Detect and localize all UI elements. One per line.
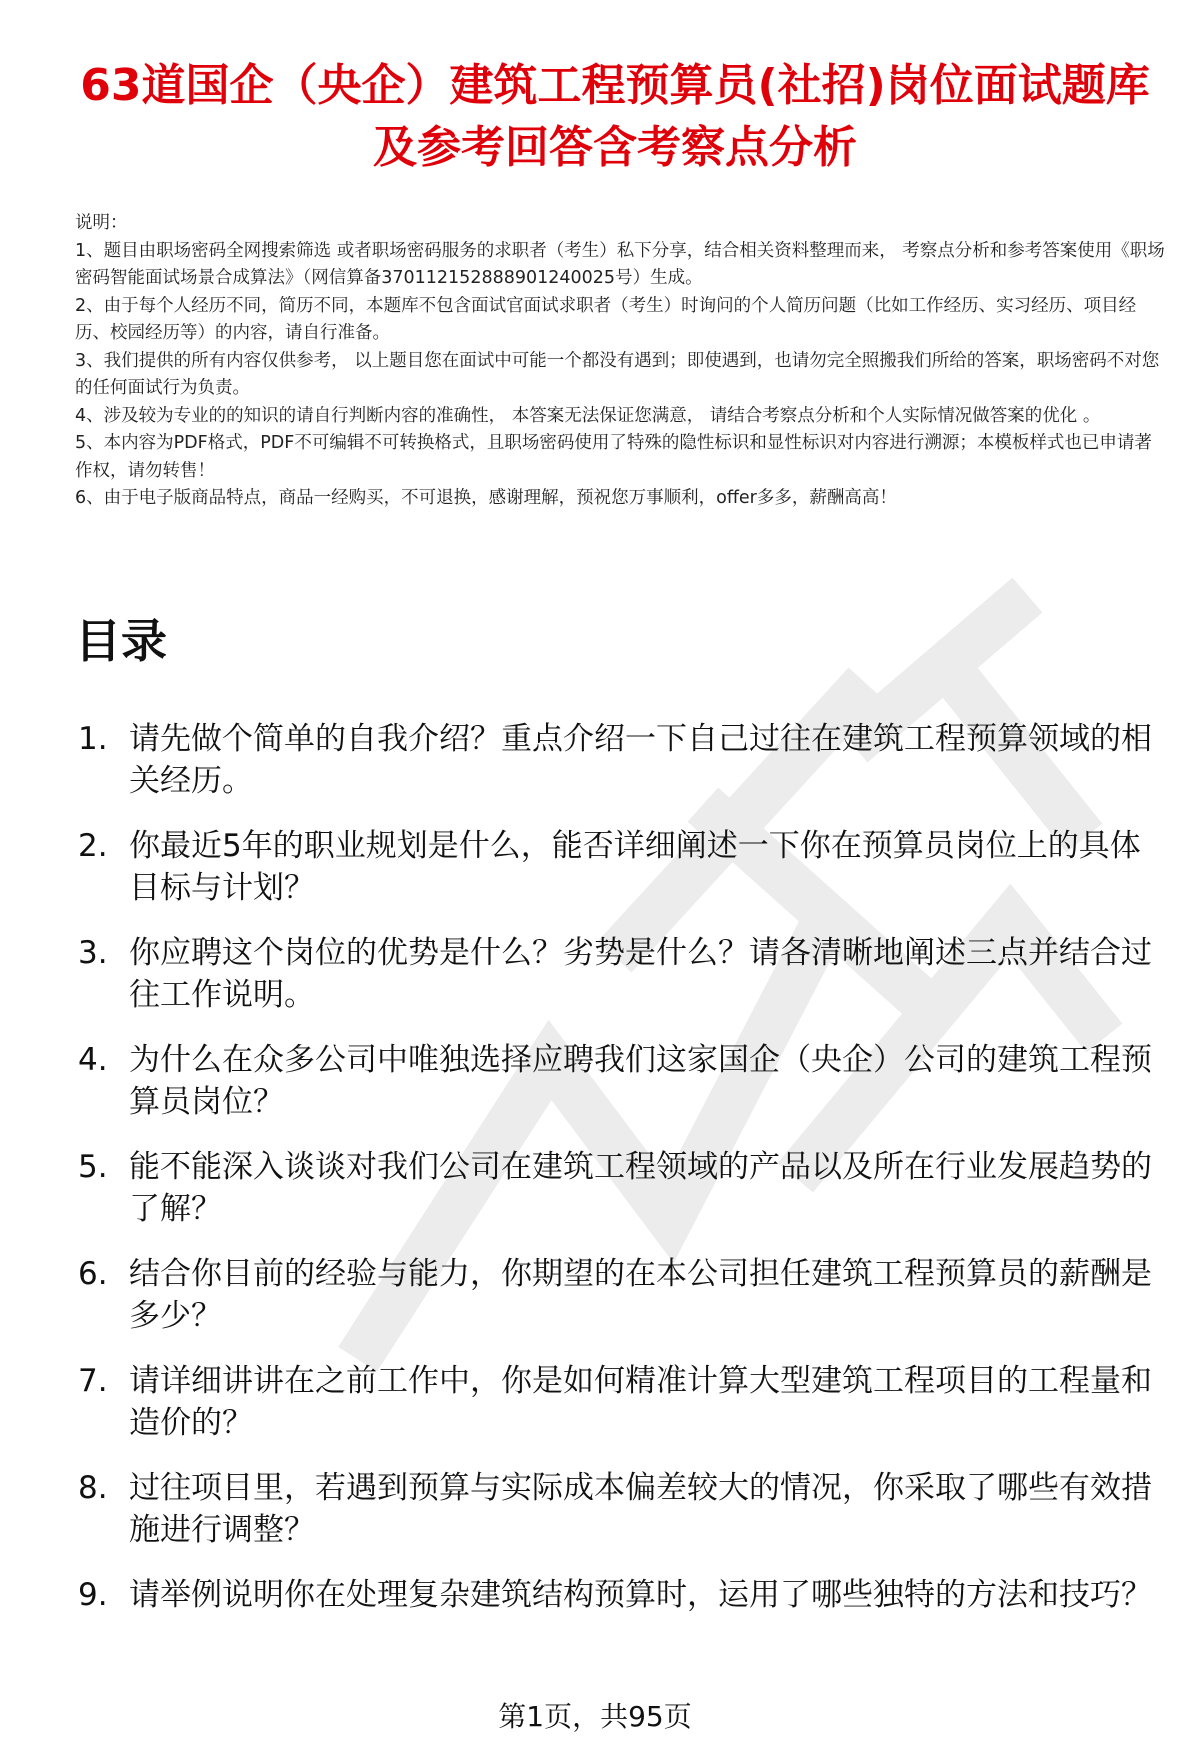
toc-item-text: 结合你目前的经验与能力，你期望的在本公司担任建筑工程预算员的薪酬是多少？ bbox=[129, 1256, 1152, 1334]
toc-item-text: 你应聘这个岗位的优势是什么？劣势是什么？请各清晰地阐述三点并结合过往工作说明。 bbox=[129, 935, 1152, 1013]
table-of-contents bbox=[75, 718, 1170, 1639]
note-item: 4、涉及较为专业的的知识的请自行判断内容的准确性， 本答案无法保证您满意， 请结合考察点分析和个人实际情况做答案的优化 。 bbox=[75, 405, 1101, 426]
toc-item[interactable] bbox=[75, 1039, 1170, 1123]
toc-item-number: 6. bbox=[78, 1256, 108, 1292]
notes-heading: 说明： bbox=[75, 213, 128, 233]
toc-item-number: 3. bbox=[78, 935, 108, 971]
toc-item[interactable] bbox=[75, 932, 1170, 1016]
note-item: 6、由于电子版商品特点，商品一经购买，不可退换，感谢理解，预祝您万事顺利，offer多多，薪酬高高！ bbox=[75, 488, 897, 508]
toc-item[interactable] bbox=[75, 718, 1170, 802]
toc-item-text: 你最近5年的职业规划是什么，能否详细阐述一下你在预算员岗位上的具体目标与计划？ bbox=[129, 828, 1141, 906]
document-title: 63道国企（央企）建筑工程预算员(社招)岗位面试题库及参考回答含考察点分析 bbox=[80, 60, 1150, 173]
note-item: 2、由于每个人经历不同，简历不同，本题库不包含面试官面试求职者（考生）时询问的个人简历问题（比如工作经历、实习经历、项目经历、校园经历等）的内容，请自行准备。 bbox=[75, 295, 1137, 343]
note-item: 3、我们提供的所有内容仅供参考， 以上题目您在面试中可能一个都没有遇到；即使遇到，也请勿完全照搬我们所给的答案，职场密码不对您的任何面试行为负责。 bbox=[75, 350, 1160, 398]
toc-item-number: 7. bbox=[78, 1363, 108, 1399]
toc-item-text: 为什么在众多公司中唯独选择应聘我们这家国企（央企）公司的建筑工程预算员岗位？ bbox=[129, 1042, 1152, 1120]
toc-heading: 目录 bbox=[75, 614, 167, 668]
toc-item-text: 请先做个简单的自我介绍？重点介绍一下自己过往在建筑工程预算领域的相关经历。 bbox=[129, 721, 1152, 799]
toc-item-number: 9. bbox=[78, 1577, 108, 1613]
toc-item[interactable] bbox=[75, 1253, 1170, 1337]
toc-item-text: 过往项目里，若遇到预算与实际成本偏差较大的情况，你采取了哪些有效措施进行调整？ bbox=[129, 1470, 1152, 1548]
toc-item[interactable] bbox=[75, 825, 1170, 909]
toc-item[interactable] bbox=[75, 1574, 1170, 1616]
note-item: 1、题目由职场密码全网搜索筛选 或者职场密码服务的求职者（考生）私下分享，结合相关资料整理而来， 考察点分析和参考答案使用《职场密码智能面试场景合成算法》（网信算备370112152888901240025号）生成。 bbox=[75, 240, 1165, 288]
toc-item-number: 1. bbox=[78, 721, 108, 757]
notes-section bbox=[75, 210, 1165, 513]
toc-item-number: 4. bbox=[78, 1042, 108, 1078]
toc-item-text: 能不能深入谈谈对我们公司在建筑工程领域的产品以及所在行业发展趋势的了解？ bbox=[129, 1149, 1152, 1227]
toc-item[interactable] bbox=[75, 1467, 1170, 1551]
toc-item[interactable] bbox=[75, 1146, 1170, 1230]
toc-item-text: 请举例说明你在处理复杂建筑结构预算时，运用了哪些独特的方法和技巧？ bbox=[129, 1577, 1152, 1613]
toc-item-number: 5. bbox=[78, 1149, 108, 1185]
toc-item-number: 8. bbox=[78, 1470, 108, 1506]
toc-item-text: 请详细讲讲在之前工作中，你是如何精准计算大型建筑工程项目的工程量和造价的？ bbox=[129, 1363, 1152, 1441]
toc-item-number: 2. bbox=[78, 828, 108, 864]
note-item: 5、本内容为PDF格式，PDF不可编辑不可转换格式，且职场密码使用了特殊的隐性标识和显性标识对内容进行溯源；本模板样式也已申请著作权，请勿转售！ bbox=[75, 433, 1152, 481]
page-footer: 第1页，共95页 bbox=[498, 1700, 692, 1733]
toc-item[interactable] bbox=[75, 1360, 1170, 1444]
